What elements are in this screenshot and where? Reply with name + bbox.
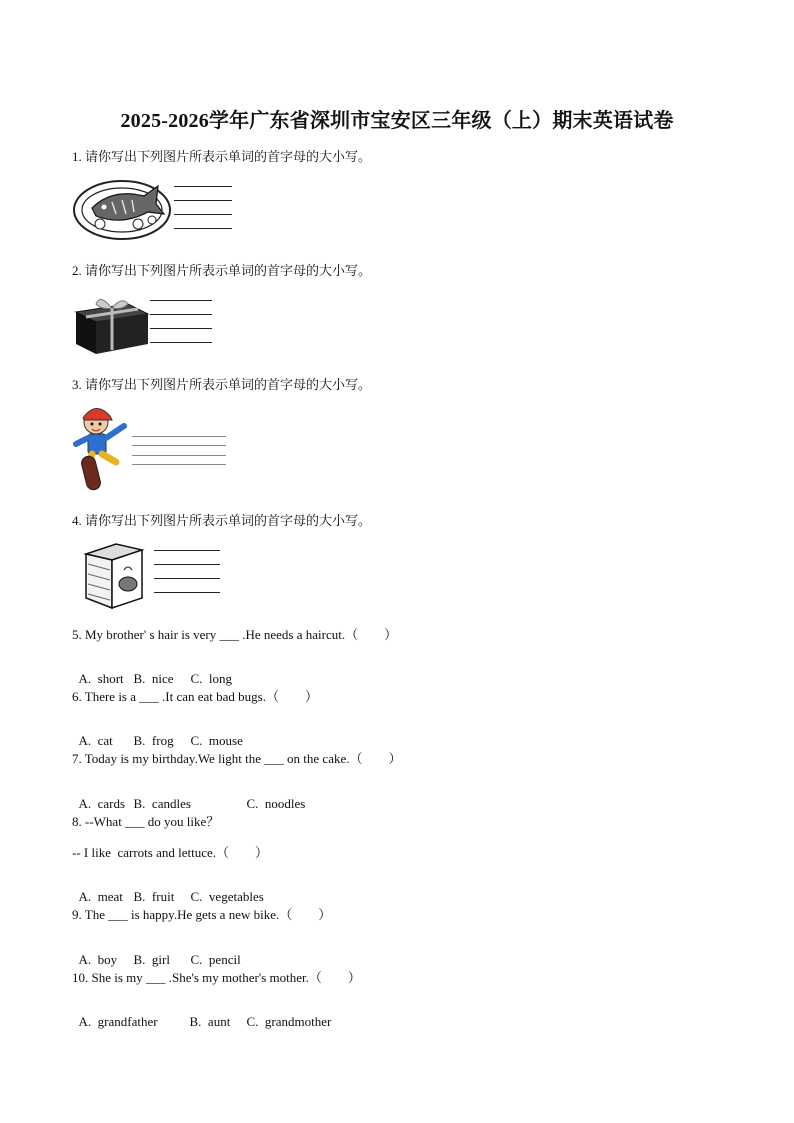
option-a[interactable]: A. boy	[78, 952, 118, 967]
answer-lines-2[interactable]	[150, 300, 212, 348]
question-7: 7. Today is my birthday.We light the ___ on the cake.（ ）	[72, 751, 402, 766]
option-b[interactable]: B. fruit	[133, 889, 175, 904]
question-6: 6. There is a ___ .It can eat bad bugs.（ ）	[72, 689, 318, 704]
question-6-options	[72, 717, 243, 749]
exam-title: 2025-2026学年广东省深圳市宝安区三年级（上）期末英语试卷	[120, 110, 674, 132]
option-c[interactable]: C. pencil	[190, 952, 241, 967]
option-b[interactable]: B. girl	[133, 952, 170, 967]
question-10-options	[72, 998, 331, 1030]
option-b[interactable]: B. aunt	[189, 1014, 231, 1029]
option-b[interactable]: B. frog	[133, 733, 174, 748]
option-a[interactable]: A. meat	[78, 889, 123, 904]
option-b[interactable]: B. nice	[133, 671, 174, 686]
question-9: 9. The ___ is happy.He gets a new bike.（ ）	[72, 907, 332, 922]
answer-lines-3[interactable]	[132, 436, 226, 468]
question-4: 4. 请你写出下列图片所表示单词的首字母的大小写。	[72, 513, 372, 528]
question-8: 8. --What ___ do you like？	[72, 814, 220, 829]
question-5-options	[72, 655, 232, 687]
option-c[interactable]: C. grandmother	[246, 1014, 332, 1029]
question-10: 10. She is my ___ .She's my mother's mother.（ ）	[72, 970, 361, 985]
question-8-answer-line: -- I like carrots and lettuce.（ ）	[72, 845, 269, 860]
option-a[interactable]: A. short	[78, 671, 124, 686]
option-b[interactable]: B. candles	[133, 796, 191, 811]
option-c[interactable]: C. vegetables	[190, 889, 264, 904]
question-3: 3. 请你写出下列图片所表示单词的首字母的大小写。	[72, 377, 372, 392]
option-a[interactable]: A. grandfather	[78, 1014, 158, 1029]
question-2: 2. 请你写出下列图片所表示单词的首字母的大小写。	[72, 263, 372, 278]
question-7-options	[72, 780, 305, 812]
answer-lines-1[interactable]	[174, 186, 232, 234]
option-c[interactable]: C. long	[190, 671, 233, 686]
gift-box-icon	[72, 292, 152, 356]
option-a[interactable]: A. cards	[78, 796, 126, 811]
boy-skateboard-icon	[72, 402, 132, 494]
fish-plate-icon	[72, 174, 176, 242]
answer-lines-4[interactable]	[154, 550, 220, 594]
option-c[interactable]: C. noodles	[246, 796, 306, 811]
option-c[interactable]: C. mouse	[190, 733, 243, 748]
question-1: 1. 请你写出下列图片所表示单词的首字母的大小写。	[72, 149, 372, 164]
question-8-options	[72, 873, 264, 905]
milk-carton-icon	[72, 540, 150, 612]
option-a[interactable]: A. cat	[78, 733, 113, 748]
question-9-options	[72, 936, 241, 968]
question-5: 5. My brother' s hair is very ___ .He needs a haircut.（ ）	[72, 627, 398, 642]
